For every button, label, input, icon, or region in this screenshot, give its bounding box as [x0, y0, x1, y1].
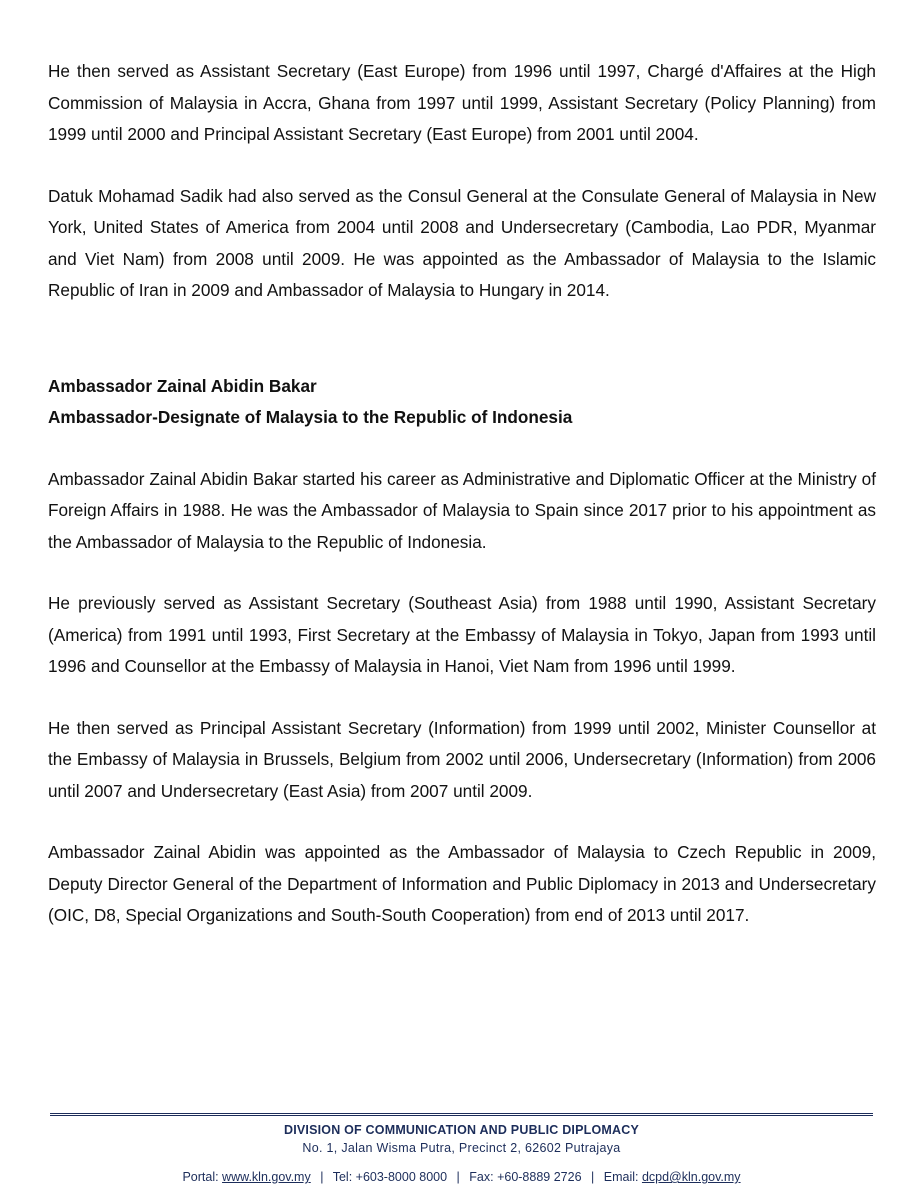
footer-division-name: DIVISION OF COMMUNICATION AND PUBLIC DIPLOMACY [283, 1123, 640, 1137]
footer-divider [50, 1113, 873, 1116]
document-body [48, 56, 876, 932]
footer-address: No. 1, Jalan Wisma Putra, Precinct 2, 62602 Putrajaya [302, 1141, 621, 1155]
footer-separator: | [456, 1170, 460, 1184]
paragraph-recent-appointments: Ambassador Zainal Abidin was appointed as the Ambassador of Malaysia to Czech Republic in 2009, Deputy Director General of the Department of Information and Public Diplomacy in 2013 and Undersecretary (OIC, D8, Special Organizations and South-South Cooperation) from end of 2013 until 2017. [48, 842, 876, 925]
footer-separator: | [320, 1170, 324, 1184]
ambassador-name-heading: Ambassador Zainal Abidin Bakar [48, 375, 317, 396]
paragraph-later-service: He then served as Principal Assistant Secretary (Information) from 1999 until 2002, Minister Counsellor at the Embassy of Malaysia in Brussels, Belgium from 2002 until 2006, Undersecretary (Information) from 2006 until 2007 and Undersecretary (East Asia) from 2007 until 2009. [48, 717, 876, 801]
portal-link[interactable]: www.kln.gov.my [222, 1170, 311, 1184]
paragraph-previous-service: He previously served as Assistant Secretary (Southeast Asia) from 1988 until 1990, Assistant Secretary (America) from 1991 until 1993, First Secretary at the Embassy of Malaysia in Tokyo, Japan from 1993 until 1996 and Counsellor at the Embassy of Malaysia in Hanoi, Viet Nam from 1996 until 1999. [48, 593, 876, 676]
page-footer [0, 1110, 923, 1200]
email-link[interactable]: dcpd@kln.gov.my [641, 1170, 741, 1184]
tel-number: Tel: +603-8000 8000 [332, 1170, 448, 1184]
paragraph-consul-general: Datuk Mohamad Sadik had also served as the Consul General at the Consulate General of Malaysia in New York, United States of America from 2004 until 2008 and Undersecretary (Cambodia, Lao PDR, Myanmar and Viet Nam) from 2008 until 2009. He was appointed as the Ambassador of Malaysia to the Islamic Republic of Iran in 2009 and Ambassador of Malaysia to Hungary in 2014. [48, 185, 876, 300]
fax-number: Fax: +60-8889 2726 [469, 1170, 582, 1184]
email-label: Email: [603, 1170, 642, 1184]
paragraph-career-east-europe: He then served as Assistant Secretary (East Europe) from 1996 until 1997, Chargé d'Affaires at the High Commission of Malaysia in Accra, Ghana from 1997 until 1999, Assistant Secretary (Policy Planning) from 1999 until 2000 and Principal Assistant Secretary (East Europe) from 2001 until 2004. [48, 61, 876, 144]
paragraph-career-start: Ambassador Zainal Abidin Bakar started his career as Administrative and Diplomatic Officer at the Ministry of Foreign Affairs in 1988. He was the Ambassador of Malaysia to Spain since 2017 prior to his appointment as the Ambassador of Malaysia to the Republic of Indonesia. [48, 468, 876, 552]
portal-label: Portal: [182, 1170, 223, 1184]
footer-separator: | [591, 1170, 595, 1184]
ambassador-title-heading: Ambassador-Designate of Malaysia to the Republic of Indonesia [48, 407, 573, 427]
footer-contact-line [0, 1168, 923, 1186]
footer-content [0, 1121, 923, 1186]
